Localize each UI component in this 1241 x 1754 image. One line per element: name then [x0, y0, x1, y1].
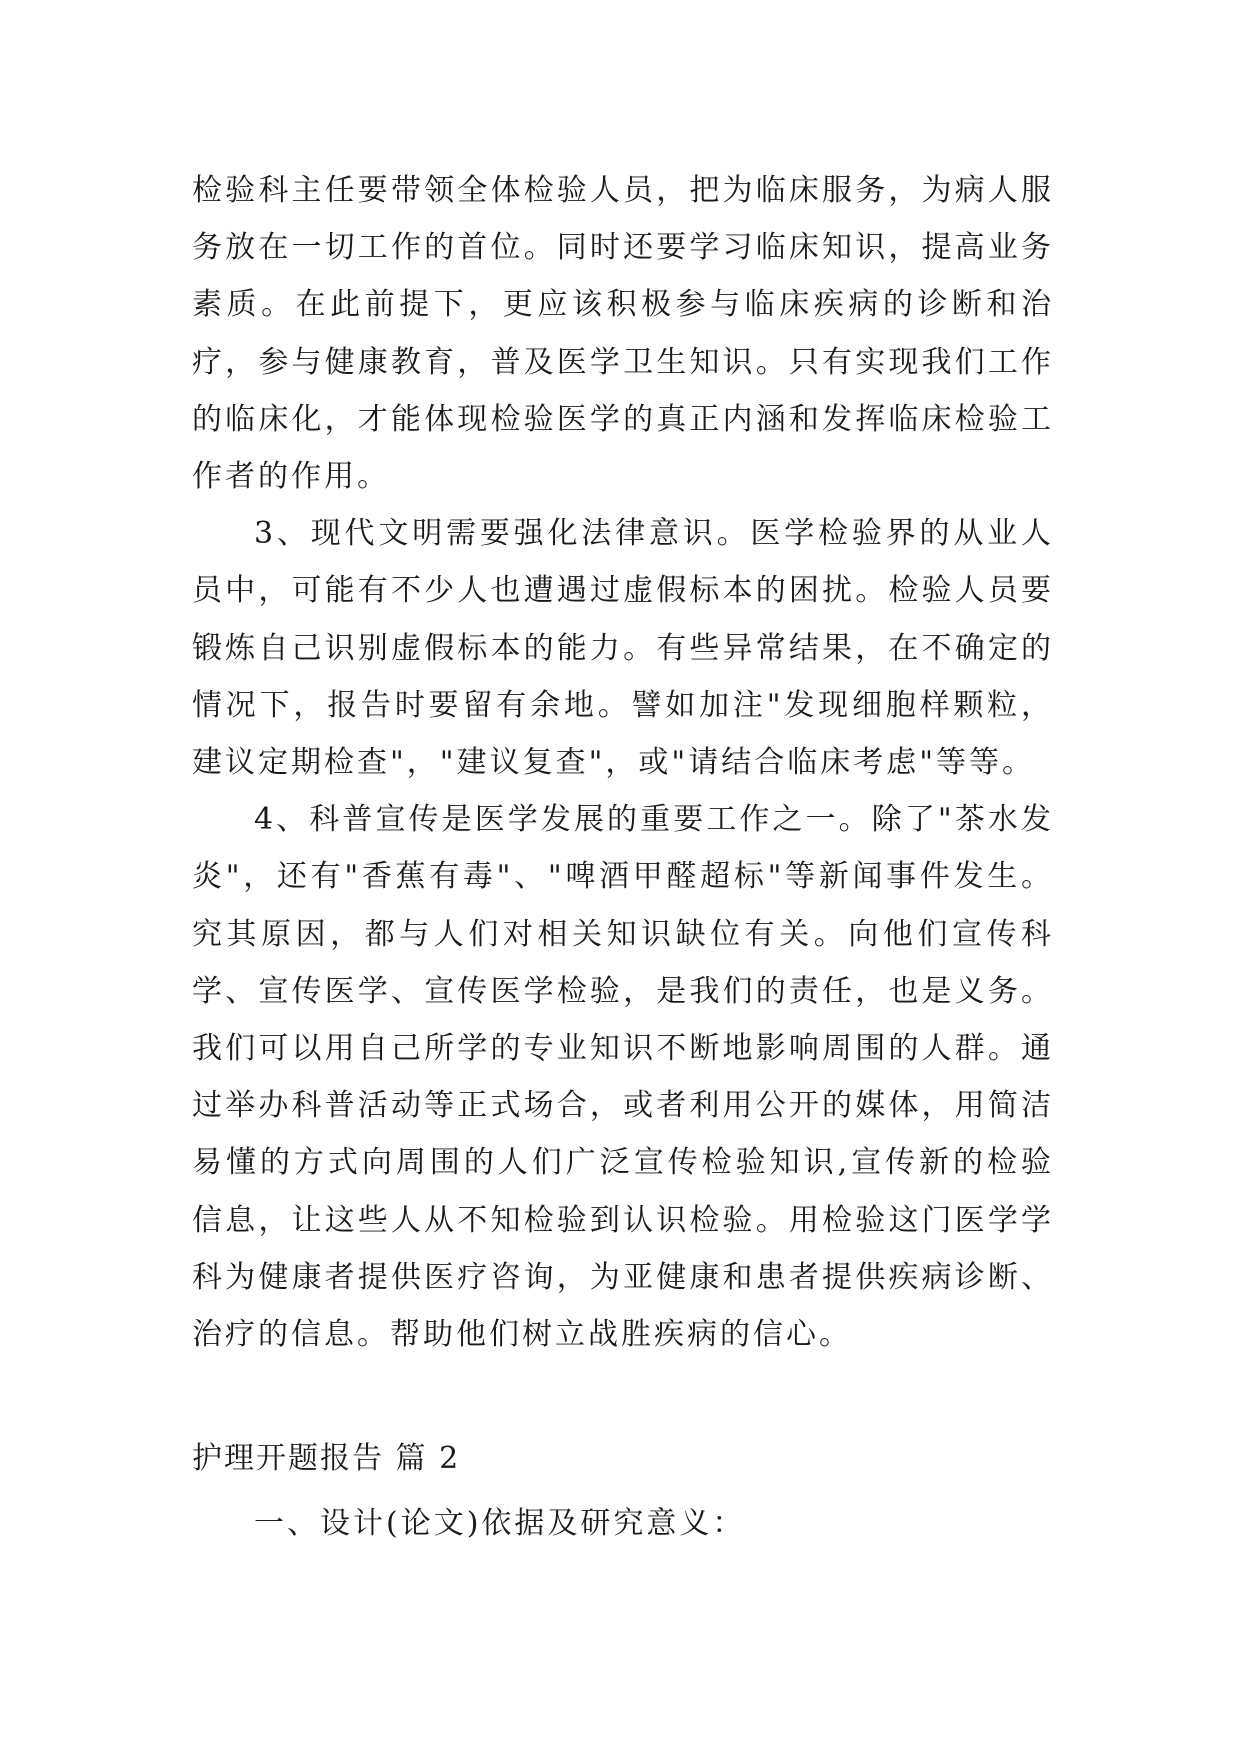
paragraph-continuation: 检验科主任要带领全体检验人员，把为临床服务，为病人服务放在一切工作的首位。同时还要学习临床知识，提高业务素质。在此前提下，更应该积极参与临床疾病的诊断和治疗，参与健康教育，普及医学卫生知识。只有实现我们工作的临床化，才能体现检验医学的真正内涵和发挥临床检验工作者的作用。 [192, 173, 1054, 495]
document-body [192, 162, 1054, 1363]
section-subheading: 一、设计(论文)依据及研究意义： [254, 1506, 746, 1541]
section-title: 护理开题报告 篇 2 [192, 1441, 461, 1476]
paragraph-point-3: 3、现代文明需要强化法律意识。医学检验界的从业人员中，可能有不少人也遭遇过虚假标本的困扰。检验人员要锻炼自己识别虚假标本的能力。有些异常结果，在不确定的情况下，报告时要留有余地。譬如加注"发现细胞样颗粒，建议定期检查"，"建议复查"，或"请结合临床考虑"等等。 [192, 516, 1054, 781]
paragraph-point-4: 4、科普宣传是医学发展的重要工作之一。除了"茶水发炎"，还有"香蕉有毒"、"啤酒甲醛超标"等新闻事件发生。究其原因，都与人们对相关知识缺位有关。向他们宣传科学、宣传医学、宣传医学检验，是我们的责任，也是义务。我们可以用自己所学的专业知识不断地影响周围的人群。通过举办科普活动等正式场合，或者利用公开的媒体，用简洁易懂的方式向周围的人们广泛宣传检验知识,宣传新的检验信息，让这些人从不知检验到认识检验。用检验这门医学学科为健康者提供医疗咨询，为亚健康和患者提供疾病诊断、治疗的信息。帮助他们树立战胜疾病的信心。 [192, 802, 1054, 1353]
